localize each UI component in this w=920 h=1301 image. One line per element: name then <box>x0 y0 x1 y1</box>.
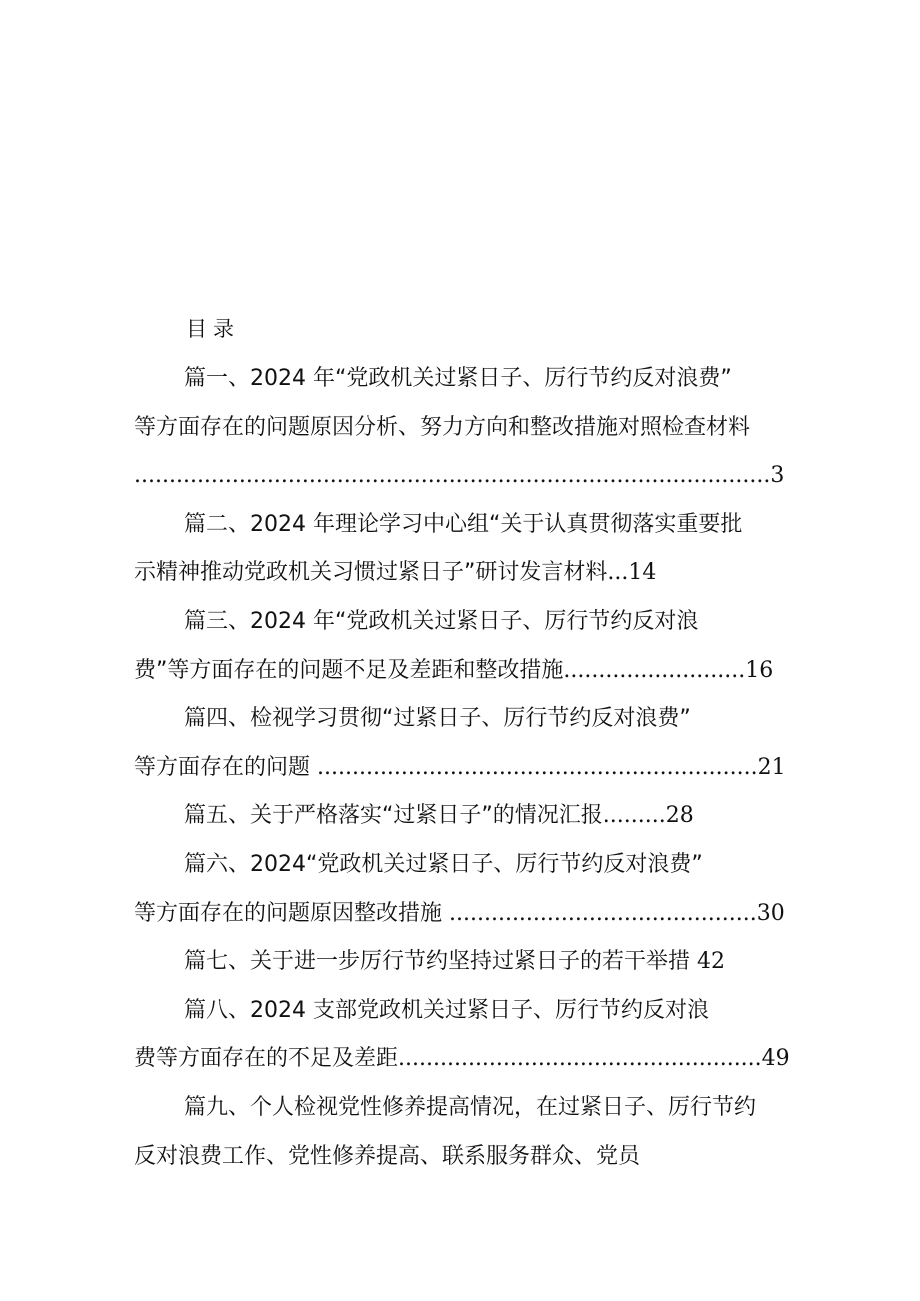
toc-entry-text: 篇二、2024 年理论学习中心组“关于认真贯彻落实重要批 <box>184 511 743 537</box>
toc-entry-1[interactable] <box>0 355 920 501</box>
toc-entry-text: 篇九、个人检视党性修养提高情况，在过紧日子、厉行节约 <box>184 1094 757 1120</box>
toc-leader-dots: ............................................................... <box>317 754 758 780</box>
toc-heading: 目录 <box>186 317 240 341</box>
toc-page-number: 3 <box>770 463 785 489</box>
toc-leader-dots: .......................... <box>563 657 746 683</box>
toc-page-number: 21 <box>757 754 786 780</box>
toc-entry-7[interactable] <box>0 938 920 987</box>
toc-page-number: 14 <box>628 560 657 586</box>
toc-leader-dots: ... <box>607 560 629 586</box>
toc-entry-line <box>0 841 920 890</box>
toc-entry-line <box>0 549 920 598</box>
title-line-1 <box>0 128 920 181</box>
table-of-contents <box>0 355 920 1181</box>
toc-entry-line <box>0 890 920 939</box>
toc-entry-line <box>0 987 920 1036</box>
toc-entry-4[interactable] <box>0 695 920 792</box>
toc-entry-text: 篇一、2024 年“党政机关过紧日子、厉行节约反对浪费” <box>184 366 732 391</box>
title-line-3 <box>0 234 920 287</box>
toc-entry-line <box>0 792 920 841</box>
toc-entry-text: 篇四、检视学习贯彻“过紧日子、厉行节约反对浪费” <box>184 706 691 732</box>
toc-entry-line <box>0 647 920 696</box>
toc-leader-dots: ........................................................................................... <box>134 463 771 489</box>
toc-page-number: 42 <box>697 949 725 975</box>
toc-entry-line <box>0 452 920 501</box>
toc-entry-text: 篇八、2024 支部党政机关过紧日子、厉行节约反对浪 <box>184 997 709 1023</box>
toc-entry-3[interactable] <box>0 598 920 695</box>
toc-page-number: 16 <box>745 657 774 683</box>
toc-page-number: 30 <box>756 900 785 926</box>
toc-entry-6[interactable] <box>0 841 920 938</box>
toc-entry-text: 篇七、关于进一步厉行节约坚持过紧日子的若干举措 <box>184 949 697 975</box>
toc-leader-dots: ............................................ <box>449 900 757 926</box>
toc-entry-5[interactable] <box>0 792 920 841</box>
toc-entry-line <box>0 744 920 793</box>
toc-entry-8[interactable] <box>0 987 920 1084</box>
toc-entry-text: 等方面存在的问题 <box>134 754 317 780</box>
toc-entry-text: 篇三、2024 年“党政机关过紧日子、厉行节约反对浪 <box>184 608 699 634</box>
toc-entry-line <box>0 598 920 647</box>
toc-entry-text: 篇六、2024“党政机关过紧日子、厉行节约反对浪费” <box>184 851 703 877</box>
title-line-2 <box>0 181 920 234</box>
toc-entry-text: 等方面存在的问题原因整改措施 <box>134 900 449 926</box>
toc-entry-text: 费等方面存在的不足及差距 <box>134 1046 399 1072</box>
toc-entry-2[interactable] <box>0 501 920 598</box>
toc-entry-line <box>0 938 920 987</box>
toc-leader-dots: .................................................... <box>398 1046 762 1072</box>
toc-entry-text: 费”等方面存在的问题不足及差距和整改措施 <box>134 657 564 683</box>
document-title <box>0 128 920 287</box>
toc-entry-line <box>0 404 920 453</box>
toc-entry-text: 示精神推动党政机关习惯过紧日子”研讨发言材料 <box>134 560 608 586</box>
toc-page-number: 49 <box>761 1046 790 1072</box>
toc-entry-line <box>0 1133 920 1182</box>
toc-entry-text: 反对浪费工作、党性修养提高、联系服务群众、党员 <box>134 1143 641 1169</box>
toc-entry-text: 等方面存在的问题原因分析、努力方向和整改措施对照检查材料 <box>134 414 751 440</box>
toc-entry-line <box>0 501 920 550</box>
toc-entry-9[interactable] <box>0 1084 920 1181</box>
toc-entry-text: 篇五、关于严格落实“过紧日子”的情况汇报 <box>184 803 603 829</box>
toc-entry-line <box>0 355 920 404</box>
toc-entry-line <box>0 1084 920 1133</box>
toc-page-number: 28 <box>665 803 694 829</box>
toc-entry-line <box>0 695 920 744</box>
toc-entry-line <box>0 1035 920 1084</box>
toc-leader-dots: ......... <box>602 803 666 829</box>
